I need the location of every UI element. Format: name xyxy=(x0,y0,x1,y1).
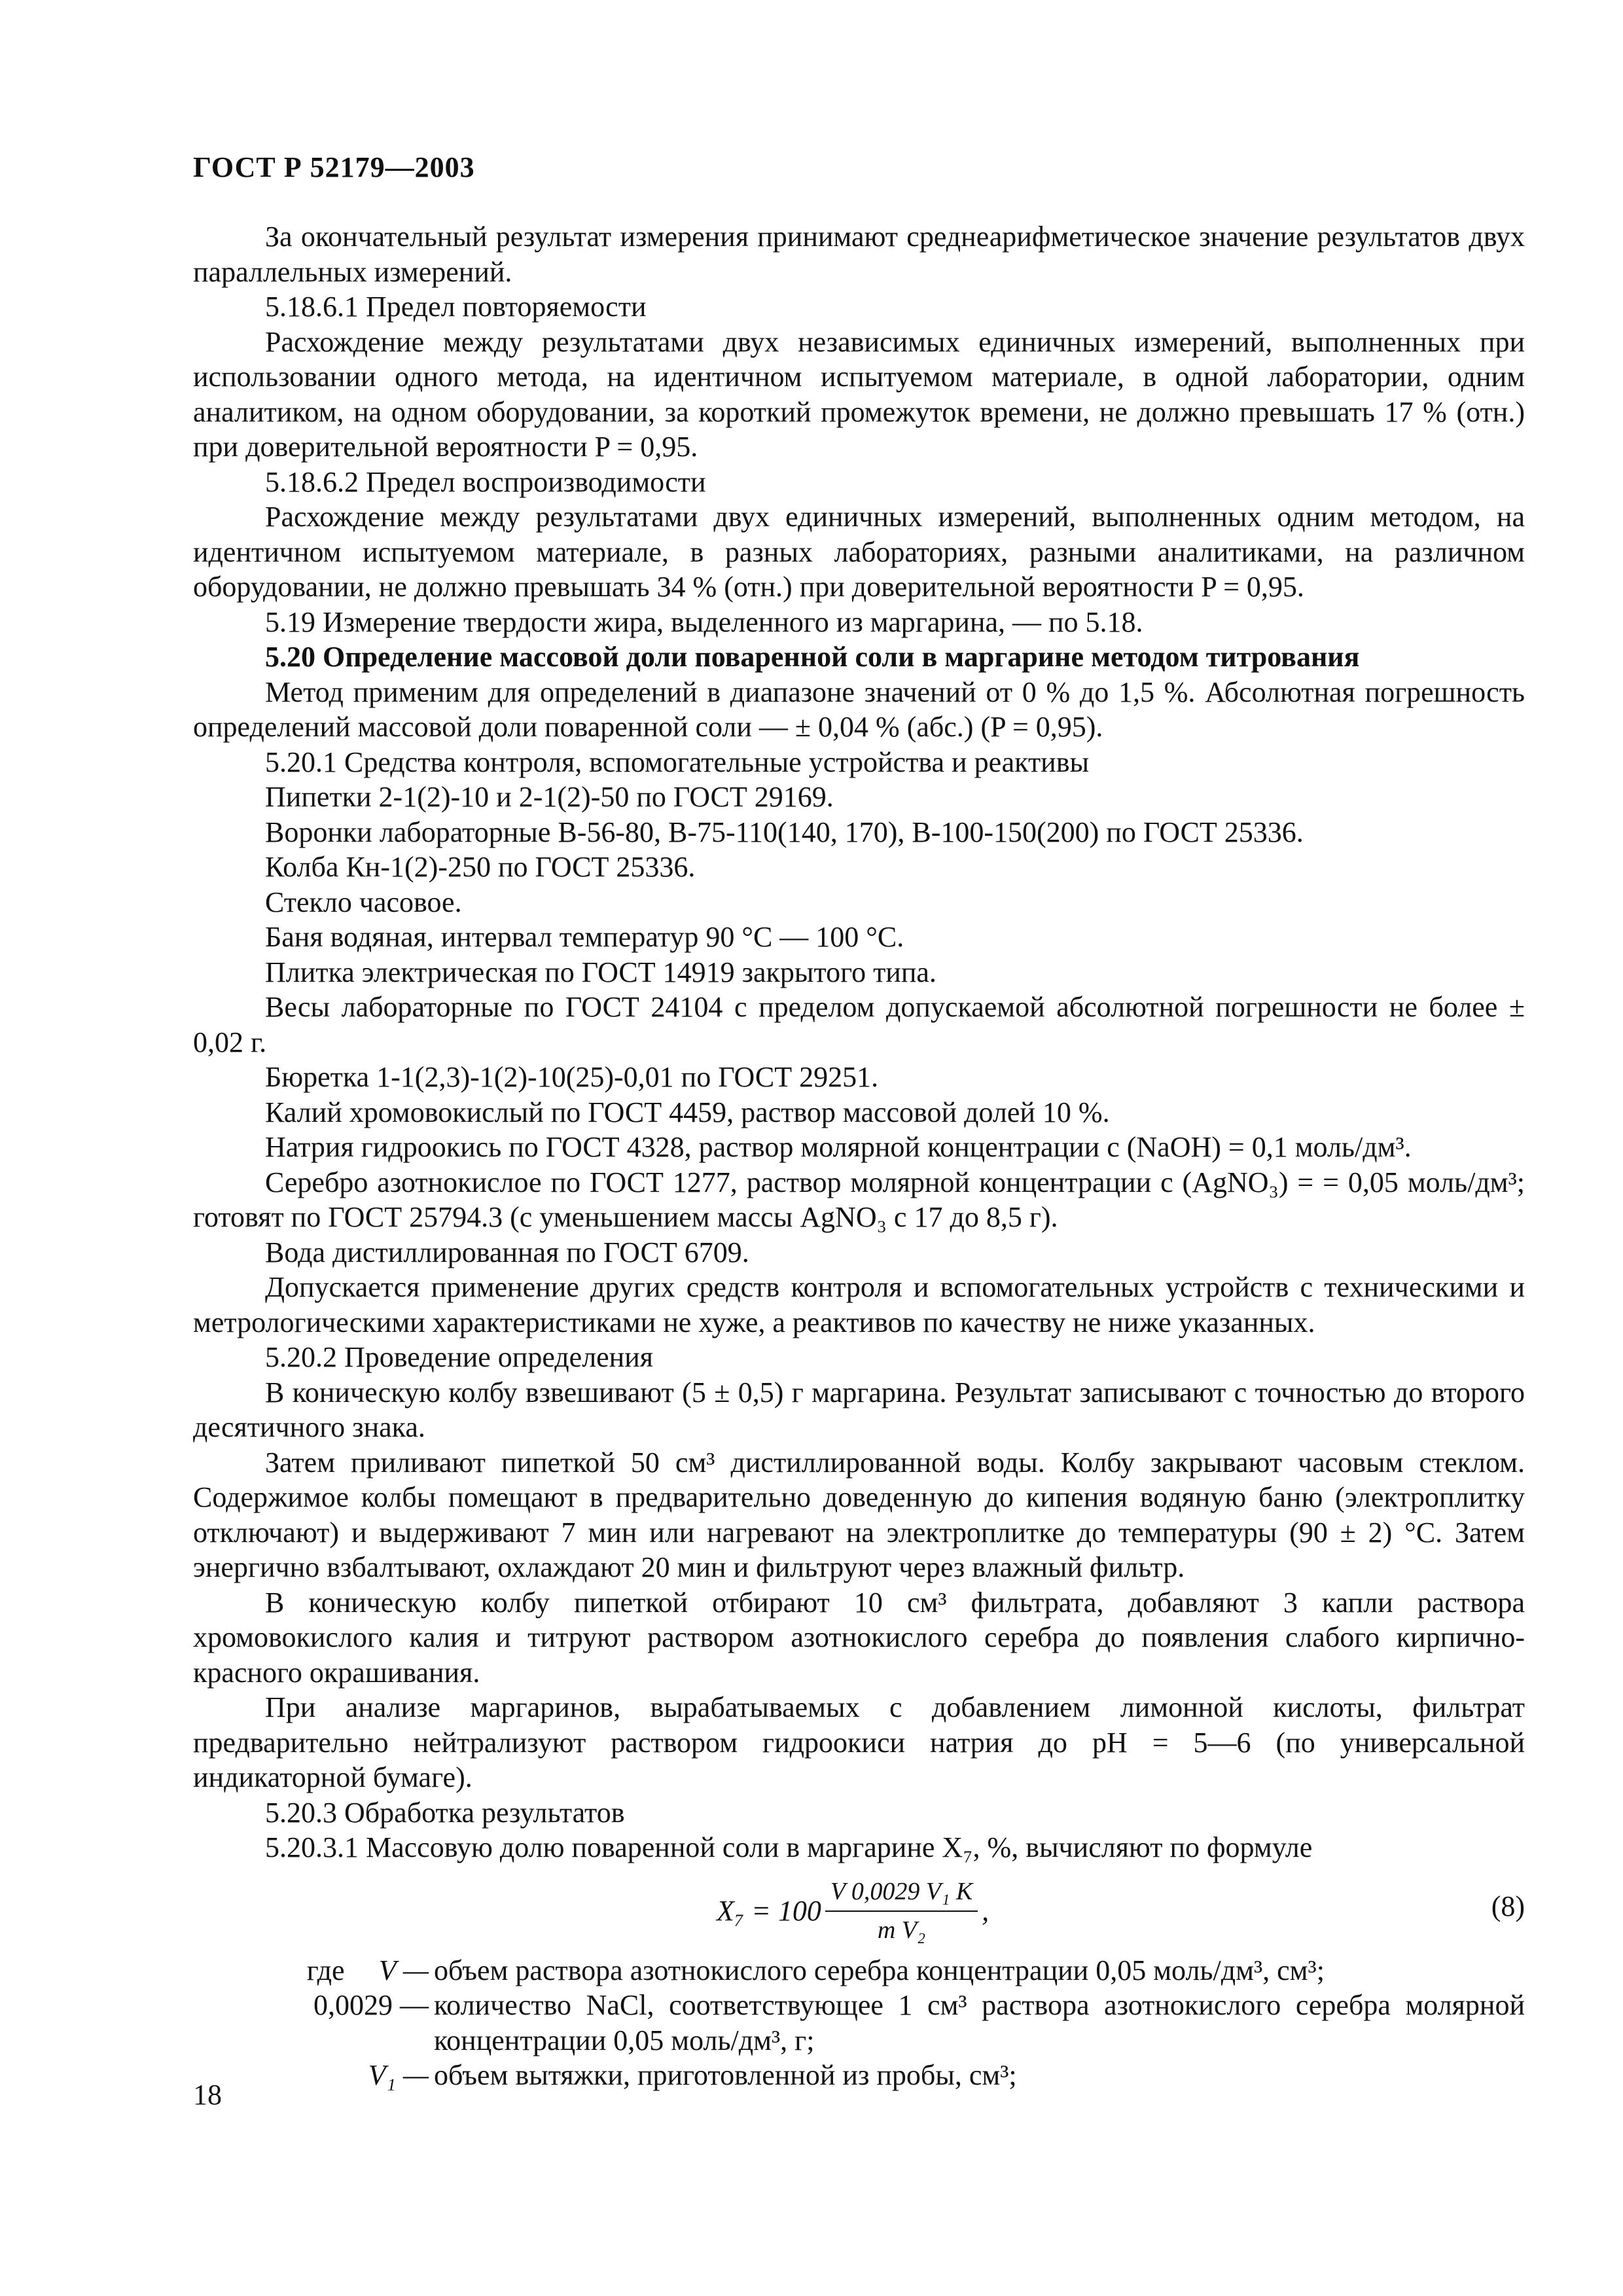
definition-term: V₁ — xyxy=(368,2059,429,2091)
formula-8 xyxy=(193,1869,1525,1946)
definition-text: количество NaCl, соответствующее 1 см³ раствора азотнокислого серебра молярной концентрации 0,05 моль/дм³, г; xyxy=(434,1989,1525,2056)
formula-expression xyxy=(717,1874,989,1948)
list-item: Серебро азотнокислое по ГОСТ 1277, раствор молярной концентрации c (AgNO₃) = = 0,05 моль/дм³; готовят по ГОСТ 25794.3 (с уменьшением массы AgNO₃ с 17 до 8,5 г). xyxy=(193,1166,1525,1233)
paragraph: Допускается применение других средств контроля и вспомогательных устройств с техническими и метрологическими характеристиками не хуже, а реактивов по качеству не ниже указанных. xyxy=(193,1271,1525,1338)
definition-item xyxy=(193,1953,1525,1988)
document-header: ГОСТ Р 52179—2003 xyxy=(193,151,475,183)
list-item: Стекло часовое. xyxy=(265,886,462,918)
list-item: Весы лабораторные по ГОСТ 24104 с пределом допускаемой абсолютной погрешности не более ± 0,02 г. xyxy=(193,991,1525,1058)
where-label: где xyxy=(306,1954,345,1986)
paragraph: За окончательный результат измерения принимают среднеарифметическое значение результатов двух параллельных измерений. xyxy=(193,221,1525,288)
definition-item xyxy=(193,1988,1525,2058)
section-heading: 5.20.3 Обработка результатов xyxy=(265,1796,625,1829)
formula-fraction xyxy=(825,1874,978,1948)
section-heading: 5.18.6.1 Предел повторяемости xyxy=(265,291,647,323)
list-item: Колба Кн-1(2)-250 по ГОСТ 25336. xyxy=(265,851,696,883)
definitions-list xyxy=(193,1953,1525,2093)
section-heading: 5.18.6.2 Предел воспроизводимости xyxy=(265,465,706,498)
paragraph: 5.19 Измерение твердости жира, выделенного из маргарина, — по 5.18. xyxy=(265,605,1143,638)
paragraph: Метод применим для определений в диапазоне значений от 0 % до 1,5 %. Абсолютная погрешность определений массовой доли поваренной соли — ± 0,04 % (абс.) (P = 0,95). xyxy=(193,675,1525,743)
formula-lhs: X₇ = 100 xyxy=(717,1895,821,1928)
list-item: Пипетки 2-1(2)-10 и 2-1(2)-50 по ГОСТ 29169. xyxy=(265,781,834,813)
document-page xyxy=(193,0,1525,2296)
paragraph: Затем приливают пипеткой 50 см³ дистиллированной воды. Колбу закрывают часовым стеклом. Содержимое колбы помещают в предварительно доведенную до кипения водяную баню (электроплитку отключают) и выдерживают 7 мин или нагревают на электроплитке до температуры (90 ± 2) °С. Затем энергично взбалтывают, охлаждают 20 мин и фильтруют через влажный фильтр. xyxy=(193,1446,1525,1583)
definition-text: объем раствора азотнокислого серебра концентрации 0,05 моль/дм³, см³; xyxy=(434,1954,1325,1986)
section-heading: 5.20.2 Проведение определения xyxy=(265,1341,654,1373)
document-body xyxy=(193,219,1525,2093)
section-heading: 5.20.1 Средства контроля, вспомогательные устройства и реактивы xyxy=(265,745,1090,778)
equation-number: (8) xyxy=(1491,1890,1525,1922)
paragraph: В коническую колбу пипеткой отбирают 10 см³ фильтрата, добавляют 3 капли раствора хромовокислого калия и титруют раствором азотнокислого серебра до появления слабого кирпично-красного окрашивания. xyxy=(193,1586,1525,1689)
list-item: Бюретка 1-1(2,3)-1(2)-10(25)-0,01 по ГОСТ 29251. xyxy=(265,1061,879,1093)
paragraph: Расхождение между результатами двух независимых единичных измерений, выполненных при использовании одного метода, на идентичном испытуемом материале, в одной лаборатории, одним аналитиком, на одном оборудовании, за короткий промежуток времени, не должно превышать 17 % (отн.) при доверительной вероятности P = 0,95. xyxy=(193,325,1525,463)
definition-term: 0,0029 — xyxy=(313,1989,429,2021)
definition-text: объем вытяжки, приготовленной из пробы, см³; xyxy=(434,2059,1017,2091)
section-title: 5.20 Определение массовой доли поваренной соли в маргарине методом титрования xyxy=(265,641,1360,673)
paragraph: В коническую колбу взвешивают (5 ± 0,5) г маргарина. Результат записывают с точностью до второго десятичного знака. xyxy=(193,1376,1525,1443)
definition-item xyxy=(193,2058,1525,2093)
list-item: Вода дистиллированная по ГОСТ 6709. xyxy=(265,1236,749,1268)
paragraph: Расхождение между результатами двух единичных измерений, выполненных одним методом, на идентичном испытуемом материале, в разных лабораториях, разными аналитиками, на различном оборудовании, не должно превышать 34 % (отн.) при доверительной вероятности P = 0,95. xyxy=(193,501,1525,603)
list-item: Плитка электрическая по ГОСТ 14919 закрытого типа. xyxy=(265,956,936,988)
paragraph: При анализе маргаринов, вырабатываемых с добавлением лимонной кислоты, фильтрат предварительно нейтрализуют раствором гидроокиси натрия до pH = 5—6 (по универсальной индикаторной бумаге). xyxy=(193,1691,1525,1793)
list-item: Баня водяная, интервал температур 90 °С — 100 °С. xyxy=(265,921,904,953)
definition-term: где V — xyxy=(193,1953,434,1988)
formula-denominator: m V₂ xyxy=(877,1916,926,1944)
paragraph: 5.20.3.1 Массовую долю поваренной соли в маргарине X₇, %, вычисляют по формуле xyxy=(265,1831,1313,1863)
list-item: Натрия гидроокись по ГОСТ 4328, раствор молярной концентрации c (NaOH) = 0,1 моль/дм³. xyxy=(265,1131,1412,1163)
formula-numerator: V 0,0029 V₁ K xyxy=(825,1874,978,1912)
list-item: Воронки лабораторные В-56-80, В-75-110(140, 170), В-100-150(200) по ГОСТ 25336. xyxy=(265,816,1304,848)
formula-tail: , xyxy=(982,1895,990,1928)
list-item: Калий хромовокислый по ГОСТ 4459, раствор массовой долей 10 %. xyxy=(265,1096,1110,1128)
page-number: 18 xyxy=(193,2079,222,2111)
